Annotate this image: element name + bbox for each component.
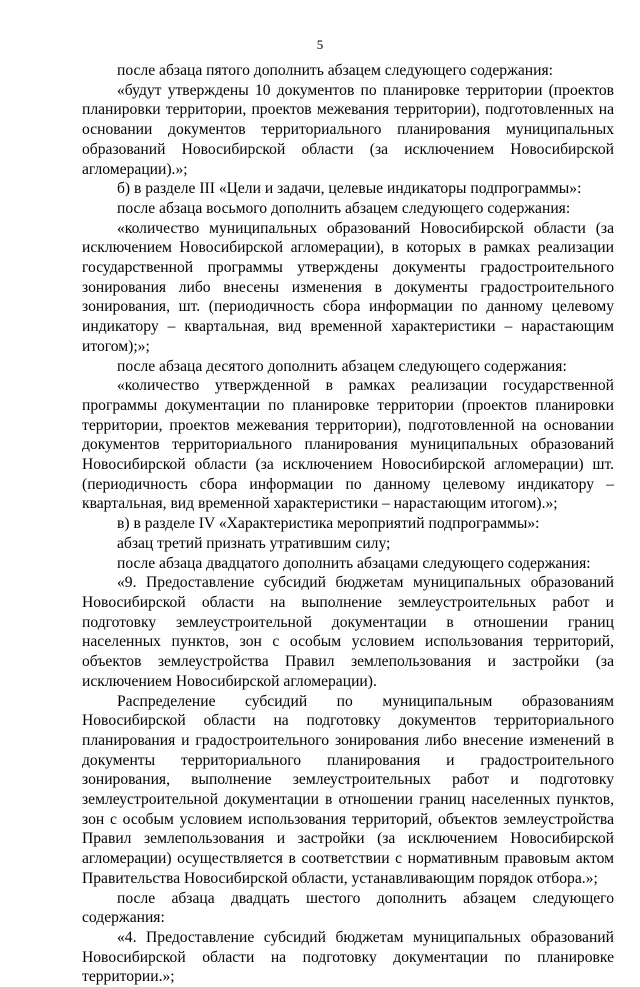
paragraph: «количество утвержденной в рамках реализации государственной программы документации по планировке территории (проектов планировки территории, проектов межевания территории), подготовленной на основании документов территориального планирования муниципальных образований Новосибирской области (за исключением Новосибирской агломерации) шт. (периодичность сбора информации по данному целевому индикатору – квартальная, вид временной характеристики – нарастающим итогом).»; [82, 377, 614, 513]
paragraph: после абзаца десятого дополнить абзацем следующего содержания: [117, 357, 567, 375]
paragraph: «9. Предоставление субсидий бюджетам муниципальных образований Новосибирской области на выполнение землеустроительных работ и подготовку землеустроительной документации в отношении границ населенных пунктов, зон с особым условием использования территорий, объектов землеустройства Правил землепользования и застройки (за исключением Новосибирской агломерации). [82, 574, 614, 690]
paragraph: в) в разделе IV «Характеристика мероприятий подпрограммы»: [117, 515, 540, 533]
paragraph: б) в разделе III «Цели и задачи, целевые индикаторы подпрограммы»: [117, 180, 582, 198]
paragraph: после абзаца пятого дополнить абзацем следующего содержания: [117, 62, 553, 79]
paragraph: Распределение субсидий по муниципальным образованиям Новосибирской области на подготовку документов территориального планирования и градостроительного зонирования либо внесение изменений в документы территориального планирования и градостроительного зонирования, выполнение землеустроительных работ и подготовку землеустроительной документации в отношении границ населенных пунктов, зон с особым условием использования территорий, объектов землеустройства Правил землепользования и застройки (за исключением Новосибирской агломерации) осуществляется в соответствии с нормативным правовым актом Правительства Новосибирской области, устанавливающим порядок отбора.»; [82, 692, 614, 887]
paragraph: «будут утверждены 10 документов по планировке территории (проектов планировки территории, проектов межевания территории), подготовленных на основании документов территориального планирования муниципальных образований Новосибирской области (за исключением Новосибирской агломерации).»; [82, 81, 614, 178]
document-body [82, 61, 614, 987]
paragraph: после абзаца двадцатого дополнить абзацами следующего содержания: [117, 554, 591, 572]
paragraph: после абзаца восьмого дополнить абзацем следующего содержания: [117, 199, 571, 217]
paragraph: после абзаца двадцать шестого дополнить абзацем следующего содержания: [82, 889, 614, 927]
page-number: 5 [316, 37, 324, 52]
paragraph: абзац третий признать утратившим силу; [117, 534, 391, 552]
paragraph: «4. Предоставление субсидий бюджетам муниципальных образований Новосибирской области на подготовку документации по планировке территории.»; [82, 928, 614, 986]
paragraph: «количество муниципальных образований Новосибирской области (за исключением Новосибирской агломерации), в которых в рамках реализации государственной программы утверждены документы градостроительного зонирования либо внесены изменения в документы градостроительного зонирования, шт. (периодичность сбора информации по данному целевому индикатору – квартальная, вид временной характеристики – нарастающим итогом);»; [82, 219, 614, 355]
